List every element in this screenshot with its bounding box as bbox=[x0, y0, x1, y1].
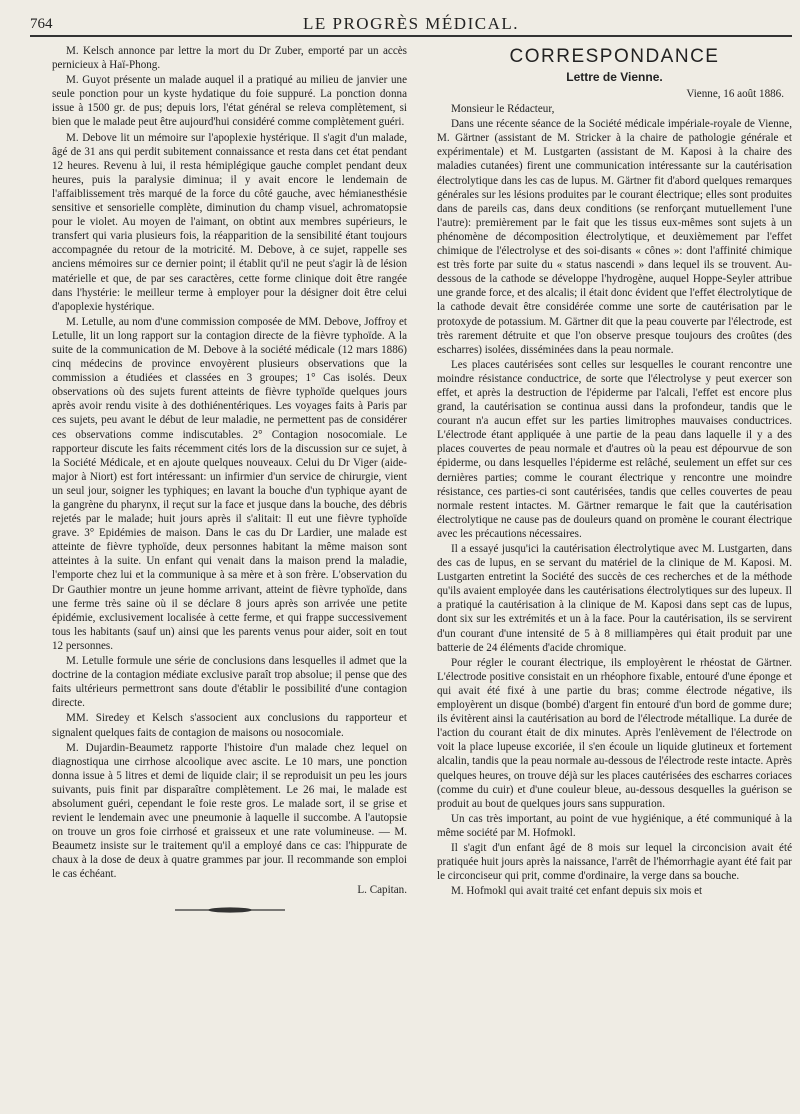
paragraph: M. Letulle formule une série de conclusions dans lesquelles il admet que la doctrine de la contagion médiate exclusive paraît trop absolue; il pense que des faits ultérieurs permettront sans doute d'établir le possibilité d'une contagion directe. bbox=[52, 655, 407, 710]
section-title: CORRESPONDANCE bbox=[509, 46, 720, 67]
author-signature: L. Capitan. bbox=[357, 883, 407, 896]
paragraph: MM. Siredey et Kelsch s'associent aux conclusions du rapporteur et signalent quelques faits de contagion de maisons ou nosocomiale. bbox=[52, 712, 407, 739]
paragraph: M. Guyot présente un malade auquel il a pratiqué au milieu de janvier une seule ponction pour un kyste hydatique du foie suppuré. La ponction donna issue à 1500 gr. de pus; depuis lors, l'état général se releva complètement, si bien que le malade peut être aujourd'hui considéré comme complètement guéri. bbox=[52, 74, 407, 129]
paragraph: Un cas très important, au point de vue hygiénique, a été communiqué à la même société par M. Hofmokl. bbox=[437, 812, 792, 839]
paragraph: M. Debove lit un mémoire sur l'apoplexie hystérique. Il s'agit d'un malade, âgé de 31 ans qui perdit subitement connaissance et resta dans cet état pendant 12 heures. Revenu à lui, il resta hémiplégique gauche complet pendant deux heures, puis la paralysie diminua; il y avait encore le lendemain de l'affaiblissement très marqué de la force du côté gauche, avec hémianesthésie sensitive et sensorielle complète, diminution du champ visuel, achromatopsie pour le violet. Au moyen de l'aimant, on obtint aux membres supérieurs, le transfert qui varia plusieurs fois, la réapparition de la sensibilité étant toujours accompagnée du retour de la motricité. M. Debove, à ce sujet, rappelle ses anciens mémoires sur ce dernier point; il établit qu'il ne peut s'agir là de lésion matérielle et que, de par ses caractères, cette forme clinique doit être rangée dans l'hystérie: le meilleur terme à employer pour la désigner doit être celui d'apoplexie hystérique. bbox=[52, 131, 407, 313]
right-column bbox=[437, 44, 792, 1104]
paragraph: Pour régler le courant électrique, ils employèrent le rhéostat de Gärtner. L'électrode positive consistait en un rhéophore fixable, entouré d'une éponge et qui avait été fixé à une partie du bras; comme électrode négative, ils employèrent un disque (bombé) d'argent fin entouré d'un bord de gomme dure; ils évitèrent ainsi la cautérisation au bord de l'électrode métallique. La durée de l'action du courant était de dix minutes. Après l'enlèvement de l'électrode on voit la place lupeuse excoriée, il s'en écoule un liquide glutineux et fortement alcalin, tandis que la peau normale au-dessous de l'électrode reste intacte. Après quelques heures, on trouve déjà sur les places cautérisées des escharres coriaces (comme du cuir) et d'une couleur bleue, au-dessous desquelles la guérison se produit au bout de quelques jours sans suppuration. bbox=[437, 656, 792, 810]
header-rule bbox=[30, 35, 792, 37]
paragraph: M. Kelsch annonce par lettre la mort du Dr Zuber, emporté par un accès pernicieux à Haï-Phong. bbox=[52, 45, 407, 72]
paragraph: Il s'agit d'un enfant âgé de 8 mois sur lequel la circoncision avait été pratiquée huit jours après la naissance, l'arrêt de l'hémorrhagie ayant été fait par le circonciseur qui prit, comme d'ordinaire, la verge dans sa bouche. bbox=[437, 841, 792, 883]
page-number: 764 bbox=[30, 16, 53, 32]
paragraph: Les places cautérisées sont celles sur lesquelles le courant rencontre une moindre résistance conductrice, de sorte que l'électrolyse y peut exercer son effet, et après la destruction de l'épiderme par l'alcali, l'effet est encore plus grand, la cautérisation se continua aussi dans la profondeur, tandis que le courant n'a aucun effet sur les parties limitrophes mauvaises conductrices. L'électrode étant appliquée à une partie de la peau dans laquelle il y a des places couvertes de peau normale et d'autres où la peau est dépourvue de son épiderme, ou dans lesquelles l'épiderme est relâché, seulement un effet sur ces dernières parties; comme le courant électrique y rencontre une moindre résistance, ces parties-ci sont cautérisées, tandis que celles couvertes de peau normale restent intactes. M. Gärtner remarque le fait que la cautérisation électrolytique ne cause pas de douleurs quand on promène le courant électrique avec les précautions nécessaires. bbox=[437, 358, 792, 540]
section-subtitle: Lettre de Vienne. bbox=[566, 70, 663, 84]
ornament-divider bbox=[175, 906, 285, 914]
paragraph: M. Letulle, au nom d'une commission composée de MM. Debove, Joffroy et Letulle, lit un long rapport sur la contagion directe de la fièvre typhoïde. A la suite de la communication de M. Debove à la société médicale (12 mars 1886) cinq médecins de province envoyèrent plusieurs observations que la commission a étudiées et classées en 3 groupes; 1° Cas isolés. Deux observations où des sujets furent atteints de fièvre typhoïde quelques jours après avoir rendu visite à des dothiénentériques. Les voyages faits à Paris par ces sujets, peu avant le début de leur maladie, ne permettent pas de considérer ces observations comme indiscutables. 2° Contagion nosocomiale. Le rapporteur discute les faits récemment cités lors de la discussion sur ce sujet, à la Société Médicale, et en ajoute quelques nouveaux. Celui du Dr Viger (aide-major à Niort) est fort intéressant: un infirmier d'un service de chirurgie, vient un seul jour, soigner les typhiques; en lavant la bouche d'un typhique ayant de la gangrène du pharynx, il reçut sur la face et jusque dans la bouche, des débris rejetés par le malade; huit jours après il s'alitait: Il eut une fièvre typhoïde grave. 3° Epidémies de maison. Dans le cas du Dr Lardier, une malade est atteinte de fièvre typhoïde, deux personnes habitant la même maison sont atteintes à la suite. Un enfant qui venait dans la maison prend la maladie, l'emporte chez lui et la communique à sa mère et à son frère. L'observation du Dr Gauthier montre un jeune homme arrivant, atteint de fièvre typhoïde, dans une ferme très saine où il se déclare 8 jours après son arrivée une petite épidémie, exclusivement localisée à cette ferme, et qui frappe successivement tous les habitants (sauf un) ainsi que les parents venus pour aider, soit en tout 12 personnes. bbox=[52, 315, 407, 652]
paragraph: Il a essayé jusqu'ici la cautérisation électrolytique avec M. Lustgarten, dans des cas de lupus, en se servant du matériel de la clinique de M. Kaposi. M. Lustgarten entretint la Société des succès de ces recherches et de la méthode qu'ils avaient employée dans les cautérisations électrolytiques sur des lupeux. Il a pratiqué la cautérisation à la clinique de M. Kaposi dans sept cas de lupus, dont six sur les extrémités et un à la face. Pour la cautérisation, ils se servirent d'un courant d'une intensité de 5 à 8 milliampères qui était produit par une batterie de 24 éléments d'acide chromique. bbox=[437, 543, 792, 654]
left-column bbox=[52, 44, 407, 1104]
page-header bbox=[30, 12, 792, 36]
paragraph: M. Hofmokl qui avait traité cet enfant depuis six mois et bbox=[451, 885, 703, 898]
dateline: Vienne, 16 août 1886. bbox=[686, 88, 784, 100]
journal-title: LE PROGRÈS MÉDICAL. bbox=[303, 14, 519, 33]
paragraph: Dans une récente séance de la Société médicale impériale-royale de Vienne, M. Gärtner (assistant de M. Stricker à la chaire de pathologie générale et expérimentale) et M. Lustgarten (assistant de M. Kaposi à la chaire des maladies cutanées) firent une communication intéressante sur la cautérisation électrolytique dans les cas de lupus. M. Gärtner fit d'abord quelques remarques générales sur les lésions produites par le courant électrique; elles sont produites dans de pareils cas, dans deux conditions (se renforçant mutuellement l'une l'autre): premièrement par le fait que les tissus eux-mêmes sont sujets à un phénomène de décomposition électrolytique, et deuxièmement par l'effet chimique de l'électrolyse et des soi-disants « cônes »: dont l'affinité chimique est très forte par suite du « status nascendi » dans lequel ils se trouvent. Au-dessous de la cathode se développe l'hydrogène, auquel Hoppe-Seyler attribue une grande force, et des alcalis; il était donc évident que l'effet électrolytique de la cathode devait être considérée comme une sorte de cautérisation par le protoxyde de potassium. M. Gärtner dit que la peau couverte par l'électrode, est très rarement détruite et que l'on observe presque toujours des croûtes (des escharres) isolées, disséminées dans la peau normale. bbox=[437, 118, 792, 356]
paragraph: M. Dujardin-Beaumetz rapporte l'histoire d'un malade chez lequel on diagnostiqua une cirrhose alcoolique avec ascite. Le 10 mars, une ponction donna issue à 5 litres et demi de liquide clair; il se reproduisit un peu les jours suivants, puis finit par disparaître complètement. Le 26 mai, le malade est absolument guéri, cependant le foie reste gros. Le malade sort, il se grise et revient le lendemain avec une pneumonie à laquelle il succombe. A l'autopsie on trouve un gros foie cirrhosé et graisseux et une rate volumineuse. — M. Beaumetz insiste sur le traitement qu'il a employé dans ce cas: l'hippurate de chaux à la dose de deux à quatre grammes par jour. Il recommande son emploi le cas échéant. bbox=[52, 741, 407, 881]
paragraph: Monsieur le Rédacteur, bbox=[451, 103, 555, 116]
